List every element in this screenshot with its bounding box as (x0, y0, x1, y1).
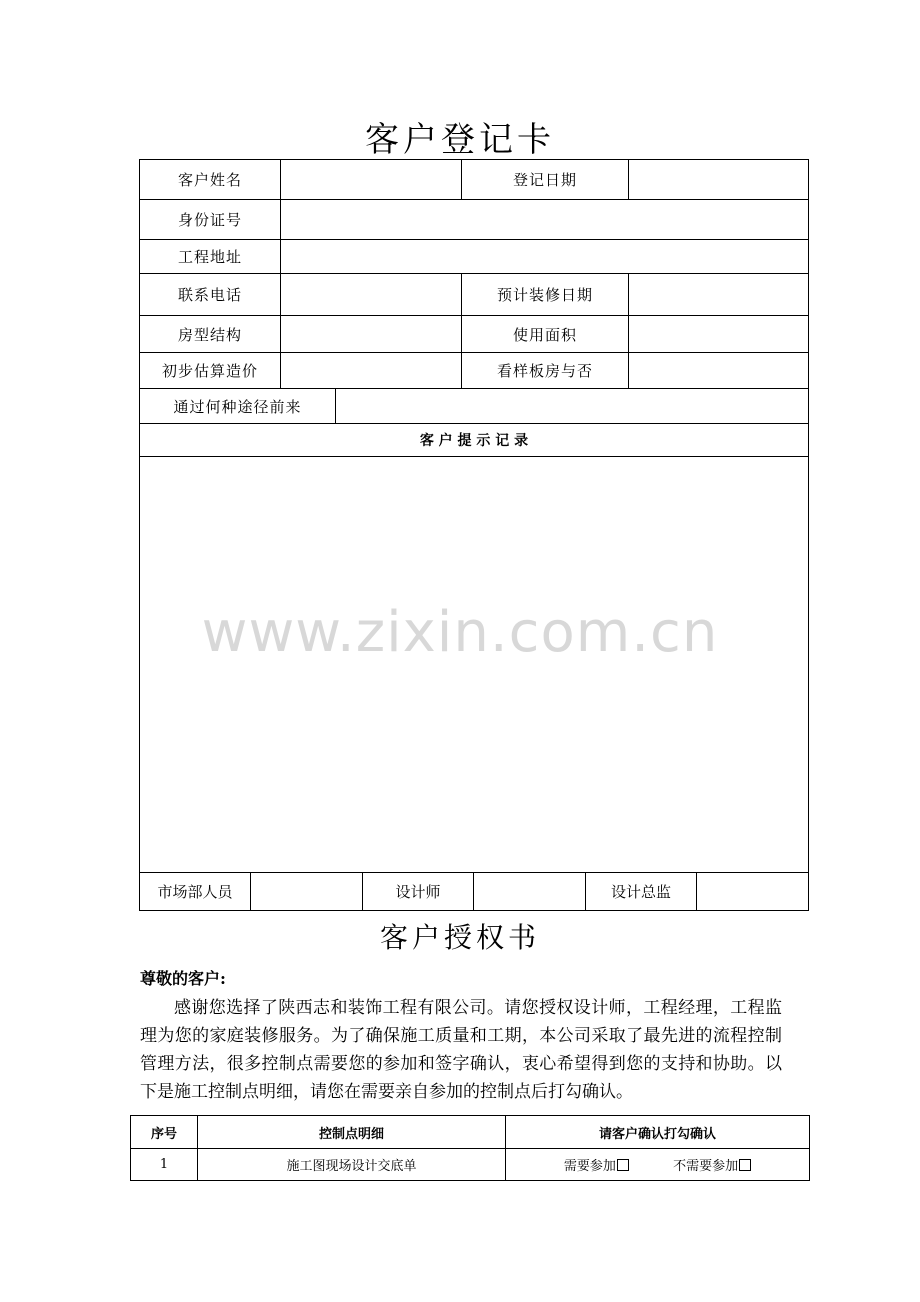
source-channel-field[interactable] (336, 389, 809, 424)
phone-field[interactable] (281, 274, 462, 316)
register-date-field[interactable] (629, 160, 809, 200)
authorization-title: 客户授权书 (379, 921, 540, 954)
usable-area-field[interactable] (629, 316, 809, 353)
source-channel-label: 通过何种途径前来 (140, 389, 336, 424)
register-date-label: 登记日期 (462, 160, 629, 200)
estimated-cost-field[interactable] (281, 353, 462, 389)
house-structure-field[interactable] (281, 316, 462, 353)
no-need-checkbox[interactable] (739, 1159, 751, 1171)
row-no: 1 (131, 1149, 198, 1181)
row-item: 施工图现场设计交底单 (198, 1149, 506, 1181)
table-row (131, 1149, 810, 1181)
design-director-label: 设计总监 (586, 873, 697, 911)
control-points-table (130, 1115, 810, 1181)
row-confirm (506, 1149, 810, 1181)
project-address-label: 工程地址 (140, 240, 281, 274)
card-title: 客户登记卡 (365, 120, 555, 160)
planned-date-label: 预计装修日期 (462, 274, 629, 316)
estimated-cost-label: 初步估算造价 (140, 353, 281, 389)
marketing-label: 市场部人员 (140, 873, 251, 911)
usable-area-label: 使用面积 (462, 316, 629, 353)
planned-date-field[interactable] (629, 274, 809, 316)
design-director-field[interactable] (697, 873, 809, 911)
need-label: 需要参加 (563, 1159, 616, 1174)
customer-name-label: 客户姓名 (140, 160, 281, 200)
model-room-field[interactable] (629, 353, 809, 389)
house-structure-label: 房型结构 (140, 316, 281, 353)
designer-label: 设计师 (363, 873, 474, 911)
model-room-label: 看样板房与否 (462, 353, 629, 389)
phone-label: 联系电话 (140, 274, 281, 316)
customer-name-field[interactable] (281, 160, 462, 200)
id-number-field[interactable] (281, 200, 809, 240)
designer-field[interactable] (474, 873, 586, 911)
watermark: www.zixin.com.cn (201, 600, 719, 665)
marketing-field[interactable] (251, 873, 363, 911)
header-item: 控制点明细 (198, 1116, 506, 1149)
notes-header: 客 户 提 示 记 录 (140, 424, 809, 457)
authorization-paragraph: 感谢您选择了陕西志和装饰工程有限公司。请您授权设计师，工程经理，工程监理为您的家庭装修服务。为了确保施工质量和工期，本公司采取了最先进的流程控制管理方法，很多控制点需要您的参加和签字确认，衷心希望得到您的支持和协助。以下是施工控制点明细，请您在需要亲自参加的控制点后打勾确认。 (140, 998, 782, 1102)
header-no: 序号 (131, 1116, 198, 1149)
id-number-label: 身份证号 (140, 200, 281, 240)
staff-table (139, 872, 809, 911)
registration-table (139, 159, 809, 873)
no-need-label: 不需要参加 (673, 1159, 739, 1174)
need-checkbox[interactable] (617, 1159, 629, 1171)
header-confirm: 请客户确认打勾确认 (506, 1116, 810, 1149)
greeting: 尊敬的客户: (140, 969, 226, 988)
project-address-field[interactable] (281, 240, 809, 274)
